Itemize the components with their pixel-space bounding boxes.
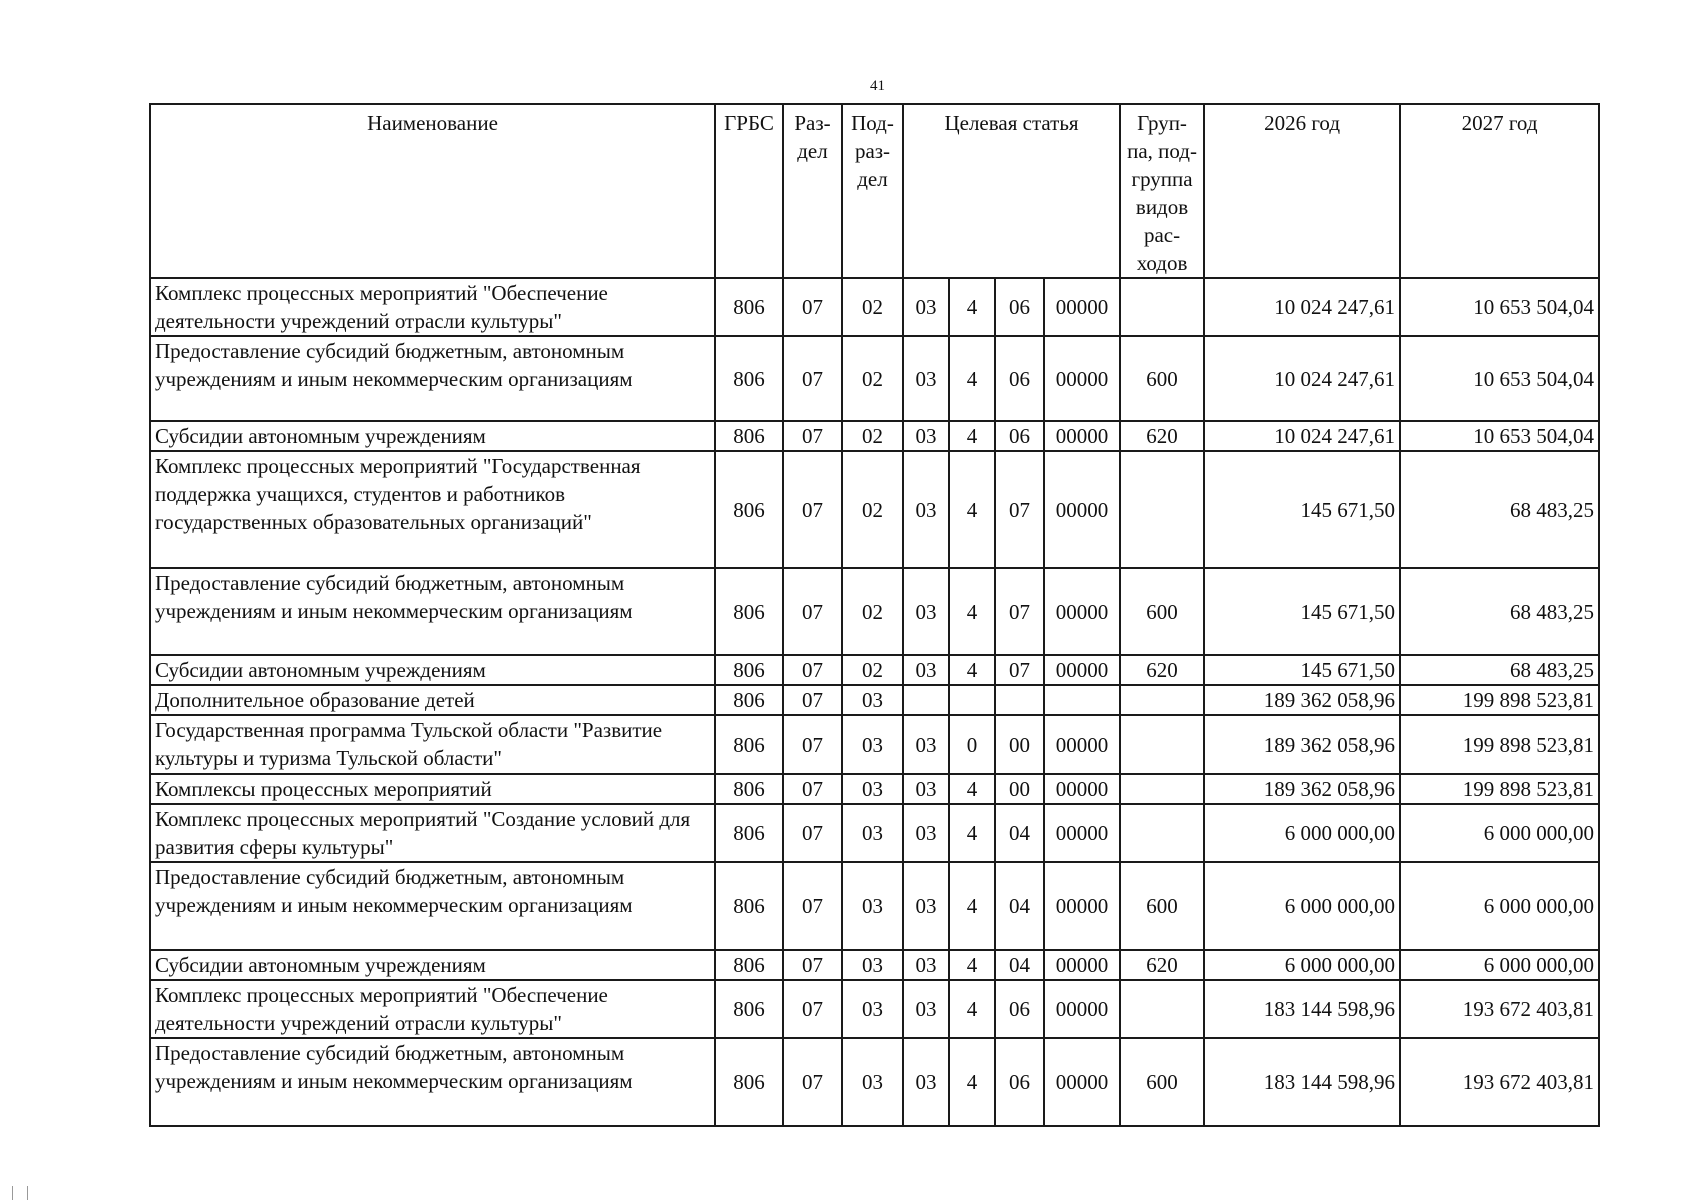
row-2026-value: 6 000 000,00	[1204, 862, 1400, 950]
row-target-part1-cell: 03	[903, 336, 949, 421]
row-target-part4-cell: 00000	[1044, 1038, 1120, 1126]
row-grbs-cell: 806	[715, 1038, 783, 1126]
row-podrazdel-cell: 02	[842, 451, 903, 568]
row-grbs-cell: 806	[715, 278, 783, 336]
row-2026-value: 10 024 247,61	[1204, 336, 1400, 421]
row-2026-value: 183 144 598,96	[1204, 980, 1400, 1038]
row-2026-value: 189 362 058,96	[1204, 774, 1400, 804]
table-row	[150, 336, 1599, 421]
row-2027-value: 193 672 403,81	[1400, 980, 1599, 1038]
row-podrazdel-cell: 03	[842, 1038, 903, 1126]
row-name-cell: Предоставление субсидий бюджетным, автономным учреждениям и иным некоммерческим организациям	[150, 336, 715, 421]
row-target-part2-cell: 0	[949, 715, 995, 774]
row-grbs-cell: 806	[715, 451, 783, 568]
row-target-part3-cell: 07	[995, 451, 1044, 568]
row-2027-value: 6 000 000,00	[1400, 950, 1599, 980]
row-target-part4-cell: 00000	[1044, 278, 1120, 336]
row-target-part2-cell: 4	[949, 950, 995, 980]
row-target-part4-cell: 00000	[1044, 804, 1120, 862]
row-target-part2-cell: 4	[949, 336, 995, 421]
row-2027-value: 68 483,25	[1400, 568, 1599, 655]
row-target-part3-cell	[995, 685, 1044, 715]
row-razdel-cell: 07	[783, 862, 842, 950]
row-target-part4-cell: 00000	[1044, 774, 1120, 804]
row-target-part4-cell: 00000	[1044, 336, 1120, 421]
row-name-cell: Предоставление субсидий бюджетным, автономным учреждениям и иным некоммерческим организациям	[150, 1038, 715, 1126]
row-2027-value: 199 898 523,81	[1400, 715, 1599, 774]
row-razdel-cell: 07	[783, 980, 842, 1038]
scan-margin-mark	[12, 1186, 13, 1200]
row-podrazdel-cell: 02	[842, 278, 903, 336]
row-name-cell: Дополнительное образование детей	[150, 685, 715, 715]
table-row	[150, 804, 1599, 862]
row-name-cell: Комплекс процессных мероприятий "Государственная поддержка учащихся, студентов и работников государственных образовательных организаций"	[150, 451, 715, 568]
row-grbs-cell: 806	[715, 715, 783, 774]
row-target-part3-cell: 06	[995, 1038, 1044, 1126]
header-target: Целевая статья	[903, 104, 1120, 278]
row-2027-value: 68 483,25	[1400, 451, 1599, 568]
table-row	[150, 655, 1599, 685]
row-podrazdel-cell: 03	[842, 862, 903, 950]
row-target-part2-cell: 4	[949, 421, 995, 451]
row-grbs-cell: 806	[715, 950, 783, 980]
row-group-cell	[1120, 715, 1204, 774]
row-target-part1-cell: 03	[903, 278, 949, 336]
header-name: Наименование	[150, 104, 715, 278]
scan-margin-mark	[27, 1186, 28, 1200]
table-row	[150, 980, 1599, 1038]
row-target-part1-cell: 03	[903, 715, 949, 774]
row-grbs-cell: 806	[715, 980, 783, 1038]
row-2027-value: 199 898 523,81	[1400, 774, 1599, 804]
row-razdel-cell: 07	[783, 950, 842, 980]
row-target-part1-cell	[903, 685, 949, 715]
row-target-part3-cell: 06	[995, 421, 1044, 451]
row-name-cell: Комплекс процессных мероприятий "Обеспечение деятельности учреждений отрасли культуры"	[150, 980, 715, 1038]
row-group-cell: 600	[1120, 862, 1204, 950]
row-target-part1-cell: 03	[903, 655, 949, 685]
row-2027-value: 193 672 403,81	[1400, 1038, 1599, 1126]
row-razdel-cell: 07	[783, 1038, 842, 1126]
row-target-part1-cell: 03	[903, 774, 949, 804]
row-target-part3-cell: 04	[995, 862, 1044, 950]
row-podrazdel-cell: 03	[842, 715, 903, 774]
budget-table	[149, 103, 1600, 1127]
row-group-cell: 620	[1120, 655, 1204, 685]
row-2026-value: 10 024 247,61	[1204, 278, 1400, 336]
row-2027-value: 68 483,25	[1400, 655, 1599, 685]
row-target-part3-cell: 06	[995, 336, 1044, 421]
row-razdel-cell: 07	[783, 715, 842, 774]
row-2027-value: 10 653 504,04	[1400, 336, 1599, 421]
row-name-cell: Субсидии автономным учреждениям	[150, 421, 715, 451]
row-target-part3-cell: 07	[995, 655, 1044, 685]
table-header-row	[150, 104, 1599, 278]
table-row	[150, 715, 1599, 774]
row-group-cell	[1120, 804, 1204, 862]
row-target-part2-cell: 4	[949, 451, 995, 568]
row-2027-value: 6 000 000,00	[1400, 804, 1599, 862]
row-grbs-cell: 806	[715, 804, 783, 862]
table-row	[150, 421, 1599, 451]
row-group-cell	[1120, 278, 1204, 336]
table-body	[150, 278, 1599, 1126]
row-target-part3-cell: 00	[995, 715, 1044, 774]
row-name-cell: Субсидии автономным учреждениям	[150, 655, 715, 685]
row-target-part1-cell: 03	[903, 804, 949, 862]
row-grbs-cell: 806	[715, 336, 783, 421]
row-target-part1-cell: 03	[903, 1038, 949, 1126]
table-row	[150, 862, 1599, 950]
row-target-part3-cell: 00	[995, 774, 1044, 804]
row-target-part2-cell: 4	[949, 655, 995, 685]
row-target-part3-cell: 06	[995, 980, 1044, 1038]
row-2026-value: 145 671,50	[1204, 568, 1400, 655]
row-target-part1-cell: 03	[903, 568, 949, 655]
row-podrazdel-cell: 02	[842, 421, 903, 451]
row-2026-value: 189 362 058,96	[1204, 685, 1400, 715]
row-target-part2-cell: 4	[949, 804, 995, 862]
row-group-cell	[1120, 451, 1204, 568]
table-row	[150, 774, 1599, 804]
row-2027-value: 199 898 523,81	[1400, 685, 1599, 715]
row-group-cell: 600	[1120, 568, 1204, 655]
row-group-cell	[1120, 980, 1204, 1038]
row-target-part1-cell: 03	[903, 421, 949, 451]
row-razdel-cell: 07	[783, 568, 842, 655]
row-target-part4-cell	[1044, 685, 1120, 715]
row-2027-value: 10 653 504,04	[1400, 421, 1599, 451]
header-2027: 2027 год	[1400, 104, 1599, 278]
row-group-cell: 600	[1120, 1038, 1204, 1126]
row-target-part1-cell: 03	[903, 980, 949, 1038]
row-razdel-cell: 07	[783, 278, 842, 336]
row-target-part3-cell: 04	[995, 804, 1044, 862]
row-target-part2-cell	[949, 685, 995, 715]
row-2027-value: 6 000 000,00	[1400, 862, 1599, 950]
row-razdel-cell: 07	[783, 804, 842, 862]
row-2026-value: 6 000 000,00	[1204, 950, 1400, 980]
row-razdel-cell: 07	[783, 421, 842, 451]
table-row	[150, 950, 1599, 980]
row-grbs-cell: 806	[715, 685, 783, 715]
page-number: 41	[870, 78, 885, 94]
row-target-part4-cell: 00000	[1044, 421, 1120, 451]
row-podrazdel-cell: 03	[842, 980, 903, 1038]
row-podrazdel-cell: 02	[842, 568, 903, 655]
row-name-cell: Государственная программа Тульской области "Развитие культуры и туризма Тульской области"	[150, 715, 715, 774]
row-razdel-cell: 07	[783, 774, 842, 804]
row-target-part2-cell: 4	[949, 568, 995, 655]
row-target-part2-cell: 4	[949, 862, 995, 950]
row-name-cell: Предоставление субсидий бюджетным, автономным учреждениям и иным некоммерческим организациям	[150, 862, 715, 950]
row-name-cell: Комплекс процессных мероприятий "Обеспечение деятельности учреждений отрасли культуры"	[150, 278, 715, 336]
row-target-part2-cell: 4	[949, 278, 995, 336]
row-2026-value: 10 024 247,61	[1204, 421, 1400, 451]
row-target-part2-cell: 4	[949, 774, 995, 804]
row-group-cell: 600	[1120, 336, 1204, 421]
row-name-cell: Комплексы процессных мероприятий	[150, 774, 715, 804]
row-podrazdel-cell: 03	[842, 774, 903, 804]
row-target-part4-cell: 00000	[1044, 655, 1120, 685]
row-target-part1-cell: 03	[903, 950, 949, 980]
row-2026-value: 145 671,50	[1204, 451, 1400, 568]
row-razdel-cell: 07	[783, 655, 842, 685]
row-target-part2-cell: 4	[949, 1038, 995, 1126]
row-target-part4-cell: 00000	[1044, 715, 1120, 774]
header-razdel: Раз- дел	[783, 104, 842, 278]
row-group-cell: 620	[1120, 421, 1204, 451]
row-grbs-cell: 806	[715, 774, 783, 804]
row-grbs-cell: 806	[715, 568, 783, 655]
table-row	[150, 278, 1599, 336]
row-podrazdel-cell: 02	[842, 655, 903, 685]
row-target-part3-cell: 06	[995, 278, 1044, 336]
header-podrazdel: Под- раз- дел	[842, 104, 903, 278]
row-2026-value: 189 362 058,96	[1204, 715, 1400, 774]
row-target-part2-cell: 4	[949, 980, 995, 1038]
row-2026-value: 183 144 598,96	[1204, 1038, 1400, 1126]
row-target-part4-cell: 00000	[1044, 451, 1120, 568]
header-grbs: ГРБС	[715, 104, 783, 278]
row-target-part3-cell: 07	[995, 568, 1044, 655]
row-razdel-cell: 07	[783, 685, 842, 715]
table-row	[150, 451, 1599, 568]
row-target-part4-cell: 00000	[1044, 568, 1120, 655]
table-row	[150, 685, 1599, 715]
row-target-part1-cell: 03	[903, 451, 949, 568]
row-2026-value: 145 671,50	[1204, 655, 1400, 685]
row-target-part4-cell: 00000	[1044, 862, 1120, 950]
header-group: Груп- па, под- группа видов рас- ходов	[1120, 104, 1204, 278]
row-name-cell: Комплекс процессных мероприятий "Создание условий для развития сферы культуры"	[150, 804, 715, 862]
row-name-cell: Субсидии автономным учреждениям	[150, 950, 715, 980]
row-grbs-cell: 806	[715, 862, 783, 950]
row-target-part3-cell: 04	[995, 950, 1044, 980]
row-name-cell: Предоставление субсидий бюджетным, автономным учреждениям и иным некоммерческим организациям	[150, 568, 715, 655]
row-2026-value: 6 000 000,00	[1204, 804, 1400, 862]
row-group-cell	[1120, 774, 1204, 804]
row-podrazdel-cell: 03	[842, 804, 903, 862]
header-2026: 2026 год	[1204, 104, 1400, 278]
row-target-part4-cell: 00000	[1044, 980, 1120, 1038]
row-grbs-cell: 806	[715, 655, 783, 685]
row-2027-value: 10 653 504,04	[1400, 278, 1599, 336]
row-grbs-cell: 806	[715, 421, 783, 451]
row-razdel-cell: 07	[783, 336, 842, 421]
row-razdel-cell: 07	[783, 451, 842, 568]
row-podrazdel-cell: 02	[842, 336, 903, 421]
row-target-part4-cell: 00000	[1044, 950, 1120, 980]
row-target-part1-cell: 03	[903, 862, 949, 950]
row-group-cell: 620	[1120, 950, 1204, 980]
row-podrazdel-cell: 03	[842, 950, 903, 980]
row-podrazdel-cell: 03	[842, 685, 903, 715]
row-group-cell	[1120, 685, 1204, 715]
table-row	[150, 1038, 1599, 1126]
table-row	[150, 568, 1599, 655]
